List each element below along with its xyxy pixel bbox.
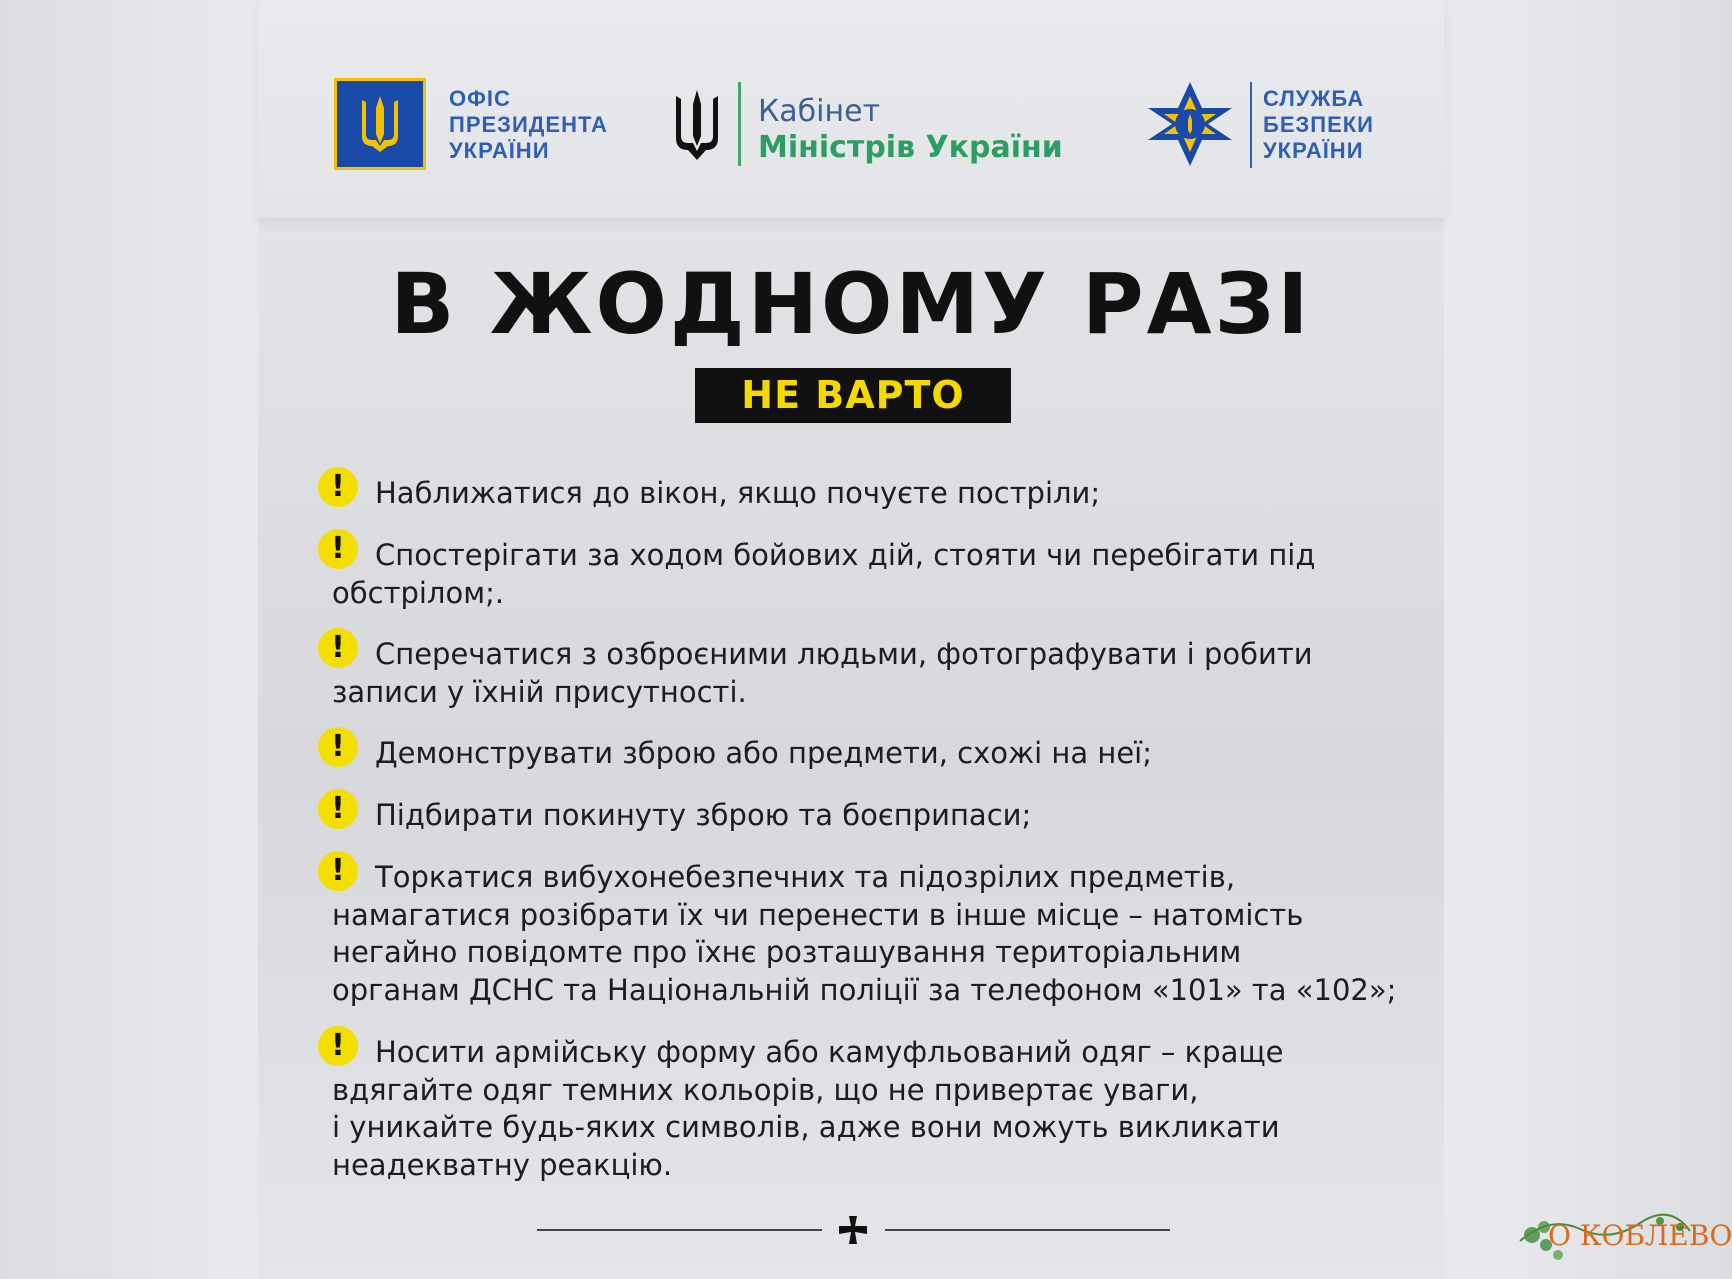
sbu-line-1: СЛУЖБА [1263,86,1365,111]
list-item [332,1034,1402,1184]
list-item-text: Сперечатися з озброєними людьми, фотографувати і робити записи у їхній присутності. [332,637,1313,709]
list-item-text: Торкатися вибухонебезпечних та підозрілих предметів, намагатися розібрати їх чи перенести в інше місце – натомість негайно повідомте про їхнє розташування територіальним органам ДСНС та Національній поліції за телефоном «101» та «102»; [332,860,1397,1007]
list-item-text: Носити армійську форму або камуфльований одяг – краще вдягайте одяг темних кольорів, що не привертає уваги, і уникайте будь-яких символів, адже вони можуть викликати неадекватну реакцію. [332,1035,1284,1182]
exclamation-icon [318,851,358,891]
exclamation-icon [318,529,358,569]
office-president-line-1: ОФІС [449,86,511,111]
list-item-text: Наближатися до вікон, якщо почуєте постріли; [375,476,1101,510]
list-item [332,735,1402,773]
list-item-text: Спостерігати за ходом бойових дій, стояти чи перебігати під обстрілом;. [332,538,1316,610]
exclamation-icon [318,467,358,507]
cabinet-title-line-2: Міністрів України [758,130,1063,165]
exclamation-icon [318,628,358,668]
office-president-emblem-icon [334,78,426,170]
cabinet-divider [738,82,741,166]
sbu-label [1263,86,1374,164]
exclamation-icon [318,789,358,829]
sbu-line-3: УКРАЇНИ [1263,138,1364,163]
headline: В ЖОДНОМУ РАЗІ [390,255,1312,353]
office-president-line-3: УКРАЇНИ [449,138,550,163]
watermark-text: О КОБЛЕВО [1548,1219,1732,1252]
list-item [332,636,1402,711]
list-item-text: Демонструвати зброю або предмети, схожі на неї; [375,736,1152,770]
sbu-line-2: БЕЗПЕКИ [1263,112,1374,137]
footer-divider-right [885,1229,1170,1231]
exclamation-icon [318,727,358,767]
list-item-text: Підбирати покинуту зброю та боєприпаси; [375,798,1032,832]
footer-divider-left [537,1229,822,1231]
list-item [332,537,1402,612]
cabinet-title-line-1: Кабінет [758,94,881,129]
list-item [332,797,1402,835]
list-item [332,475,1402,513]
cross-icon [839,1216,867,1248]
ne-varto-badge: НЕ ВАРТО [695,368,1011,423]
sbu-divider [1250,82,1252,168]
cabinet-trident-icon [672,88,722,166]
sbu-shield-icon [1146,80,1234,172]
list-item [332,859,1402,1009]
exclamation-icon [318,1026,358,1066]
office-president-line-2: ПРЕЗИДЕНТА [449,112,608,137]
office-president-label [449,86,608,164]
